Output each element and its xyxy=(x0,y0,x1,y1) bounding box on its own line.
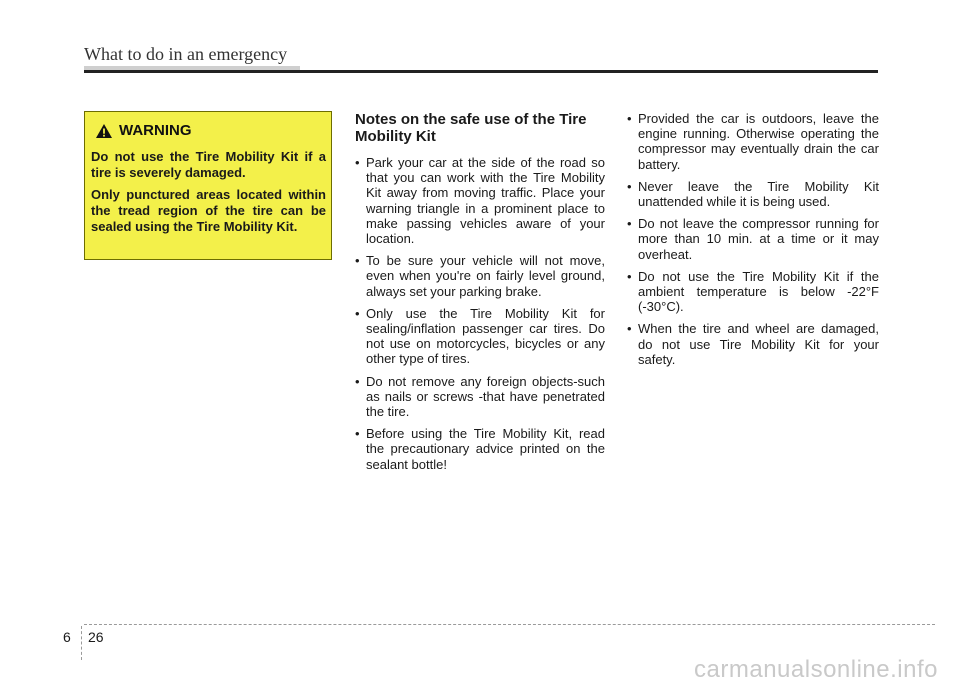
list-item: • Do not leave the compressor running for more than 10 min. at a time or it may overheat. xyxy=(627,216,879,262)
section-heading: Notes on the safe use of the Tire Mobility Kit xyxy=(355,111,587,145)
page-section-title: What to do in an emergency xyxy=(84,44,288,64)
list-item: • Provided the car is outdoors, leave the engine running. Otherwise operating the compressor may eventually drain the car battery. xyxy=(627,111,879,172)
bullet-list xyxy=(627,111,879,367)
list-item: • Only use the Tire Mobility Kit for sealing/inflation passenger car tires. Do not use on motorcycles, bicycles or any other type of tires. xyxy=(355,306,605,367)
list-item: • Park your car at the side of the road so that you can work with the Tire Mobility Kit away from moving traffic. Place your warning triangle in a prominent place to make passing vehicles aware of your location. xyxy=(355,155,605,246)
warning-box xyxy=(84,111,332,260)
warning-title: WARNING xyxy=(119,122,192,139)
list-item: • When the tire and wheel are damaged, do not use Tire Mobility Kit for your safety. xyxy=(627,321,879,367)
footer-divider xyxy=(81,626,82,660)
content-column-middle xyxy=(355,111,605,479)
list-item: • Do not use the Tire Mobility Kit if the ambient temperature is below -22°F (-30°C). xyxy=(627,269,879,315)
warning-triangle-icon xyxy=(95,123,113,139)
list-item: • Do not remove any foreign objects-such as nails or screws -that have penetrated the tire. xyxy=(355,374,605,420)
header-rule xyxy=(84,70,878,73)
page-number: 26 xyxy=(88,629,104,645)
warning-paragraph: Only punctured areas located within the tread region of the tire can be sealed using the Tire Mobility Kit. xyxy=(91,187,326,234)
warning-heading xyxy=(95,122,192,139)
list-item: • Before using the Tire Mobility Kit, read the precautionary advice printed on the sealant bottle! xyxy=(355,426,605,472)
content-column-right xyxy=(627,111,879,374)
warning-paragraph: Do not use the Tire Mobility Kit if a tire is severely damaged. xyxy=(91,149,326,180)
chapter-number: 6 xyxy=(63,629,71,645)
bullet-list xyxy=(355,155,605,472)
list-item: • Never leave the Tire Mobility Kit unattended while it is being used. xyxy=(627,179,879,209)
list-item: • To be sure your vehicle will not move, even when you're on fairly level ground, always set your parking brake. xyxy=(355,253,605,299)
footer-rule xyxy=(84,624,935,625)
warning-body xyxy=(91,149,326,241)
watermark: carmanualsonline.info xyxy=(694,656,938,683)
